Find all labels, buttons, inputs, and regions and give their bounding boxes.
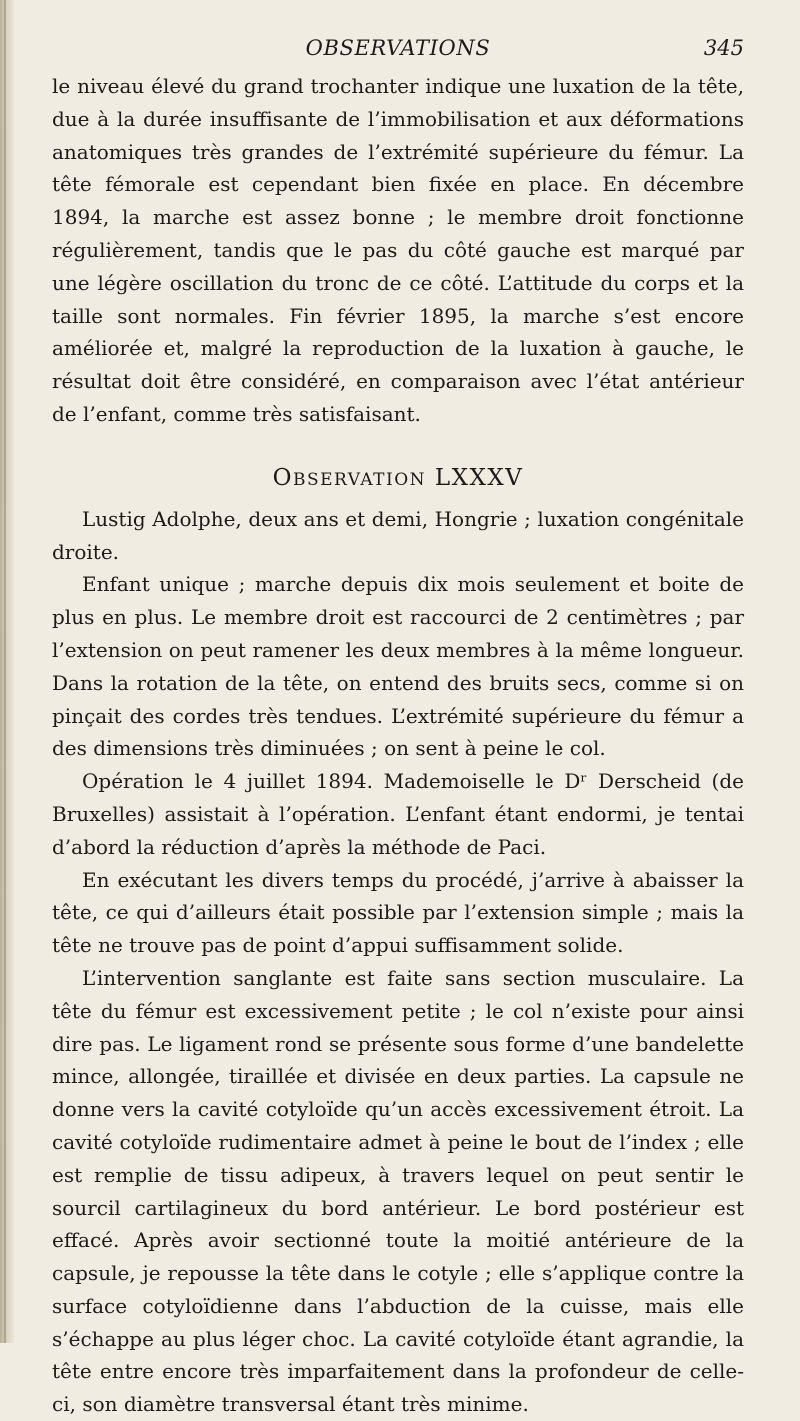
page-binding-edge — [0, 0, 14, 1343]
operation-paragraph: Opération le 4 juillet 1894. Mademoiselle le Dʳ Derscheid (de Bruxelles) assistait à l’opération. L’enfant étant endormi, je tentai d’abord la réduction d’après la méthode de Paci. — [52, 769, 744, 859]
book-page — [52, 36, 744, 1421]
history-paragraph: Enfant unique ; marche depuis dix mois seulement et boite de plus en plus. Le membre droit est raccourci de 2 centimètres ; par l’extension on peut ramener les deux membres à la même longueur. Dans la rotation de la tête, on entend des bruits secs, comme si on pinçait des cordes très tendues. L’extrémité supérieure du fémur a des dimensions très diminuées ; on sent à peine le col. — [52, 572, 744, 761]
procedure-paragraph: En exécutant les divers temps du procédé, j’arrive à abaisser la tête, ce qui d’ailleurs était possible par l’extension simple ; mais la tête ne trouve pas de point d’appui suffisamment solide. — [52, 867, 744, 958]
running-header — [52, 36, 744, 70]
running-title: OBSERVATIONS — [305, 36, 491, 60]
patient-line-paragraph: Lustig Adolphe, deux ans et demi, Hongrie ; luxation congénitale droite. — [52, 506, 744, 564]
binding-shadow-line — [4, 0, 6, 1343]
heading-number: LXXXV — [434, 464, 524, 491]
intervention-paragraph: L’intervention sanglante est faite sans section musculaire. La tête du fémur est excessivement petite ; le col n’existe pour ainsi dire pas. Le ligament rond se présente sous forme d’une bandelette mince, allongée, tiraillée et divisée en deux parties. La capsule ne donne vers la cavité cotyloïde qu’un accès excessivement étroit. La cavité cotyloïde rudimentaire admet à peine le bout de l’index ; elle est remplie de tissu adipeux, à travers lequel on peut sentir le sourcil cartilagineux du bord antérieur. Le bord postérieur est effacé. Après avoir sectionné toute la moitié antérieure de la capsule, je repousse la tête dans le cotyle ; elle s’applique contre la surface cotyloïdienne dans l’abduction de la cuisse, mais elle s’échappe au plus léger choc. La cavité cotyloïde étant agrandie, la tête entre encore très imparfaitement dans la profondeur de celle-ci, son diamètre transversal étant très minime. — [52, 965, 744, 1417]
page-number: 345 — [703, 36, 744, 60]
observation-heading — [52, 465, 744, 491]
heading-word: BSERVATION — [292, 469, 427, 490]
heading-initial: O — [272, 464, 293, 491]
intro-paragraph: le niveau élevé du grand trochanter indique une luxation de la tête, due à la durée insuffisante de l’immobilisation et aux déformations anatomiques très grandes de l’extrémité supérieure du fémur. La tête fémorale est cependant bien fixée en place. En décembre 1894, la marche est assez bonne ; le membre droit fonctionne régulièrement, tandis que le pas du côté gauche est marqué par une légère oscillation du tronc de ce côté. L’attitude du corps et la taille sont normales. Fin février 1895, la marche s’est encore améliorée et, malgré la reproduction de la luxation à gauche, le résultat doit être considéré, en comparaison avec l’état antérieur de l’enfant, comme très satisfaisant. — [52, 74, 744, 426]
